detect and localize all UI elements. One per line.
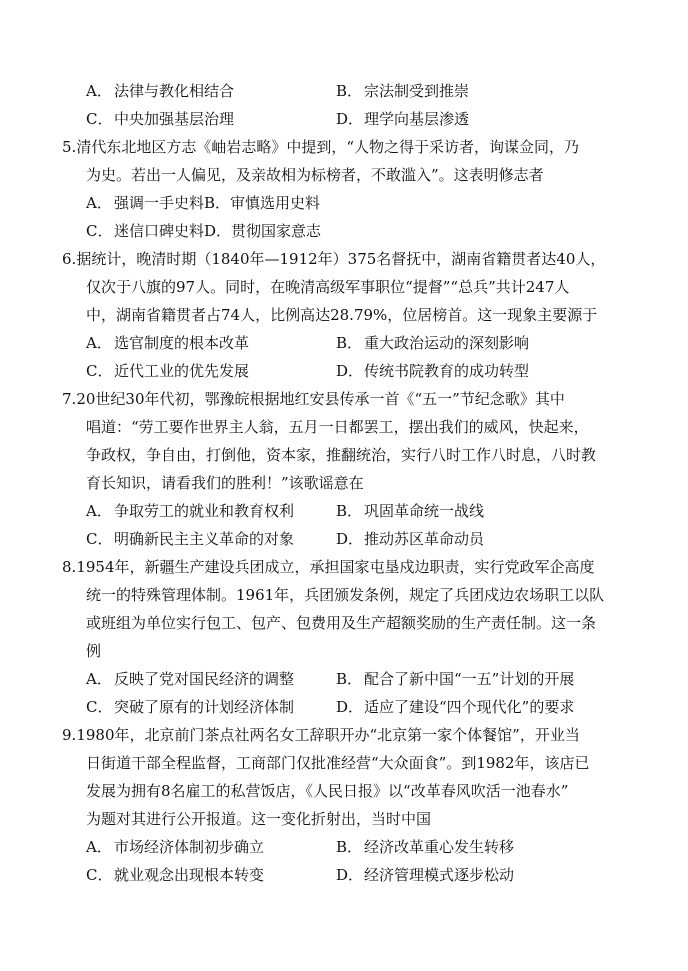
q9-option-a[interactable]: A． 市场经济体制初步确立: [86, 838, 265, 856]
q6-option-b[interactable]: B． 重大政治运动的深刻影响: [336, 334, 530, 352]
q9-stem-line-4: 为题对其进行公开报道。这一变化折射出，当时中国: [86, 810, 432, 828]
q5-stem-line-2: 为史。若出一人偏见，及亲故相为标榜者，不敢滥入”。这表明修志者: [86, 166, 544, 184]
q6-stem-line-2: 仅次于八旗的97人。同时，在晚清高级军事职位“提督”“总兵”共计247人: [86, 278, 570, 296]
q8-stem-line-2: 统一的特殊管理体制。1961年，兵团颁发条例，规定了兵团戍边农场职工以队: [86, 586, 605, 604]
q5-stem-line-1: 5.清代东北地区方志《岫岩志略》中提到，“人物之得于采访者，询谋佥同，乃: [62, 138, 579, 156]
q7-option-d[interactable]: D．推动苏区革命动员: [336, 530, 485, 548]
q8-option-d[interactable]: D．适应了建设“四个现代化”的要求: [336, 698, 575, 716]
q8-option-b[interactable]: B． 配合了新中国“一五”计划的开展: [336, 670, 575, 688]
q6-stem-line-1: 6.据统计，晚清时期（1840年—1912年）375名督抚中，湖南省籍贯者达40人，: [62, 250, 606, 268]
q7-stem-line-1: 7.20世纪30年代初，鄂豫皖根据地红安县传承一首《“五一”节纪念歌》其中: [62, 390, 565, 408]
q9-option-b[interactable]: B． 经济改革重心发生转移: [336, 838, 515, 856]
q8-stem-line-1: 8.1954年，新疆生产建设兵团成立，承担国家屯垦戍边职责，实行党政军企高度: [62, 558, 595, 576]
q4-option-c[interactable]: C． 中央加强基层治理: [86, 110, 235, 128]
q8-stem-line-3: 或班组为单位实行包工、包产、包费用及生产超额奖励的生产责任制。这一条: [86, 614, 597, 632]
q7-option-b[interactable]: B． 巩固革命统一战线: [336, 502, 485, 520]
q9-number: 9.: [62, 726, 77, 744]
q4-option-b[interactable]: B． 宗法制受到推崇: [336, 82, 470, 100]
q6-option-d[interactable]: D．传统书院教育的成功转型: [336, 362, 530, 380]
q6-option-c[interactable]: C． 近代工业的优先发展: [86, 362, 250, 380]
q8-option-a[interactable]: A． 反映了党对国民经济的调整: [86, 670, 295, 688]
exam-page: A． 法律与教化相结合 B． 宗法制受到推崇 C． 中央加强基层治理 D．理学向基层渗透 5.清代东北地区方志《岫岩志略》中提到，“人物之得于采访者，询谋佥同，乃 为史。若出一人偏见，及亲故相为标榜者，不敢滥入”。这表明修志者 A． 强调一手史料B．审慎选用史料 C． 迷信口碑史料D．贯彻国家意志 6.据统计，晚清时期（1840年—1912年）375名督抚中，湖南省籍贯者达40人， 仅次于八旗的97人。同时，在晚清高级军事职位“提督”“总兵”共计247人 中，湖南省籍贯者占74人，比例高达28.79%，位居榜首。这一现象主要源于 A． 选官制度的根本改革 B． 重大政治运动的深刻影响 C． 近代工业的优先发展 D．传统书院教育的成功转型 7.20世纪30年代初，鄂豫皖根据地红安县传承一首《“五一”节纪念歌》其中 唱道：“劳工要作世界主人翁，五月一日都罢工，摆出我们的威风，快起来， 争政权，争自由，打倒他，资本家，推翻统治，实行八时工作八时息，八时教 育长知识，请看我们的胜利！”该歌谣意在 A． 争取劳工的就业和教育权利 B． 巩固革命统一战线 C． 明确新民主主义革命的对象 D．推动苏区革命动员 8.1954年，新疆生产建设兵团成立，承担国家屯垦戍边职责，实行党政军企高度 统一的特殊管理体制。1961年，兵团颁发条例，规定了兵团戍边农场职工以队 或班组为单位实行包工、包产、包费用及生产超额奖励的生产责任制。这一条 例 A． 反映了党对国民经济的调整 B． 配合了新中国“一五”计划的开展 C． 突破了原有的计划经济体制 D．适应了建设“四个现代化”的要求 9.1980年，北京前门茶点社两名女工辞职开办“北京第一家个体餐馆”，开业当 日街道干部全程监督，工商部门仅批准经营“大众面食”。到1982年，该店已 发展为拥有8名雇工的私营饭店，《人民日报》以“改革春风吹活一池春水” 为题对其进行公开报道。这一变化折射出，当时中国 A． 市场经济体制初步确立 B． 经济改革重心发生转移 C． 就业观念出现根本转变 D．经济管理模式逐步松动: [62, 82, 606, 884]
q7-option-a[interactable]: A． 争取劳工的就业和教育权利: [86, 502, 295, 520]
q7-number: 7.: [62, 390, 77, 408]
q8-number: 8.: [62, 558, 77, 576]
q6-stem-line-3: 中，湖南省籍贯者占74人，比例高达28.79%，位居榜首。这一现象主要源于: [86, 306, 598, 324]
q9-stem-line-2: 日街道干部全程监督，工商部门仅批准经营“大众面食”。到1982年，该店已: [86, 754, 590, 772]
q6-option-a[interactable]: A． 选官制度的根本改革: [86, 334, 250, 352]
q6-number: 6.: [62, 250, 77, 268]
q4-option-d[interactable]: D．理学向基层渗透: [336, 110, 470, 128]
q9-option-c[interactable]: C． 就业观念出现根本转变: [86, 866, 265, 884]
q9-option-d[interactable]: D．经济管理模式逐步松动: [336, 866, 515, 884]
q8-option-c[interactable]: C． 突破了原有的计划经济体制: [86, 698, 295, 716]
q7-stem-line-2: 唱道：“劳工要作世界主人翁，五月一日都罢工，摆出我们的威风，快起来，: [86, 418, 589, 436]
q7-stem-line-4: 育长知识，请看我们的胜利！”该歌谣意在: [86, 474, 364, 492]
q8-stem-line-4: 例: [86, 642, 102, 660]
q9-stem-line-1: 9.1980年，北京前门茶点社两名女工辞职开办“北京第一家个体餐馆”，开业当: [62, 726, 580, 744]
q7-stem-line-3: 争政权，争自由，打倒他，资本家，推翻统治，实行八时工作八时息，八时教: [86, 446, 597, 464]
q7-option-c[interactable]: C． 明确新民主主义革命的对象: [86, 530, 295, 548]
q5-number: 5.: [62, 138, 77, 156]
q4-option-a[interactable]: A． 法律与教化相结合: [86, 82, 235, 100]
q9-stem-line-3: 发展为拥有8名雇工的私营饭店，《人民日报》以“改革春风吹活一池春水”: [86, 782, 569, 800]
